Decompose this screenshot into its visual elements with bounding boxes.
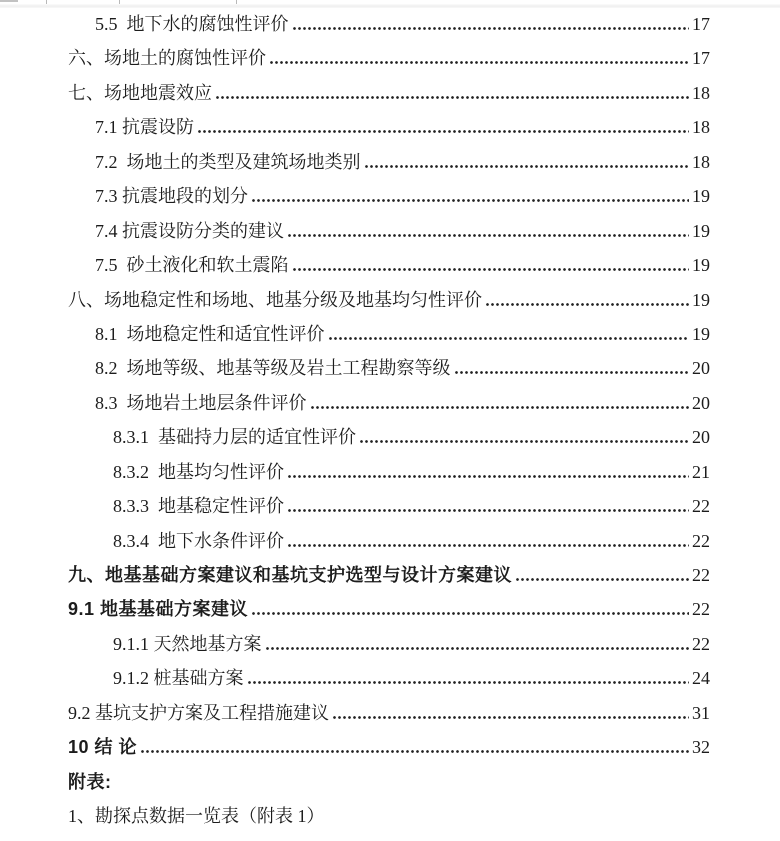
toc-entry[interactable] <box>68 730 710 764</box>
toc-entry-label: 7.3 抗震地段的划分 <box>95 186 248 207</box>
toc-page-number: 18 <box>692 117 710 138</box>
toc-entry[interactable] <box>68 696 710 730</box>
toc-page-number: 19 <box>692 289 710 310</box>
toc-entry-label: 附表: <box>68 771 112 792</box>
toc-entry-label: 1、勘探点数据一览表（附表 1） <box>68 806 325 827</box>
dot-leader <box>486 303 689 306</box>
toc-entry[interactable] <box>68 386 710 420</box>
toc-entry[interactable] <box>68 351 710 385</box>
dot-leader <box>266 647 690 650</box>
toc-entry[interactable] <box>68 524 710 558</box>
toc-entry-label: 8.3.4 地下水条件评价 <box>113 530 284 551</box>
toc-entry[interactable] <box>68 179 710 213</box>
toc-entry[interactable] <box>68 283 710 317</box>
toc-entry[interactable] <box>68 145 710 179</box>
toc-entry-label: 七、场地地震效应 <box>68 82 212 103</box>
toc-entry-label: 7.5 砂土液化和软土震陷 <box>95 255 289 276</box>
toc-page-number: 31 <box>692 702 710 723</box>
dot-leader <box>293 27 690 30</box>
toc-entry[interactable] <box>68 765 710 799</box>
toc-page-number: 17 <box>692 48 710 69</box>
toc-entry-label: 8.3.1 基础持力层的适宜性评价 <box>113 427 356 448</box>
toc-entry[interactable] <box>68 558 710 592</box>
toc-entry-label: 9.1 地基基础方案建议 <box>68 599 249 620</box>
dot-leader <box>216 96 689 99</box>
toc-entry-label: 8.3.2 地基均匀性评价 <box>113 461 284 482</box>
dot-leader <box>141 750 689 753</box>
toc-entry[interactable] <box>68 489 710 523</box>
dot-leader <box>270 61 689 64</box>
dot-leader <box>293 268 690 271</box>
cut-off-table-remnant <box>0 0 780 9</box>
toc-entry[interactable] <box>68 110 710 144</box>
toc-entry[interactable] <box>68 214 710 248</box>
toc-entry[interactable] <box>68 799 710 833</box>
dot-leader <box>455 371 690 374</box>
table-border-fragment <box>0 0 18 2</box>
toc-entry-label: 8.3.3 地基稳定性评价 <box>113 496 284 517</box>
toc-entry-label: 8.3 场地岩土地层条件评价 <box>95 392 307 413</box>
toc-page-number: 17 <box>692 14 710 34</box>
toc-page-number: 22 <box>692 530 710 551</box>
toc-entry[interactable] <box>68 41 710 75</box>
dot-leader <box>365 165 690 168</box>
toc-entry-label: 8.2 场地等级、地基等级及岩土工程勘察等级 <box>95 358 451 379</box>
toc-entry[interactable] <box>68 592 710 626</box>
toc-entry[interactable] <box>68 627 710 661</box>
dot-leader <box>516 578 689 581</box>
toc-page-number: 19 <box>692 220 710 241</box>
dot-leader <box>252 612 689 615</box>
toc-entry-label: 10 结 论 <box>68 737 138 758</box>
dot-leader <box>288 234 689 237</box>
dot-leader <box>288 544 689 547</box>
toc-page-number: 24 <box>692 668 710 689</box>
dot-leader <box>329 337 690 340</box>
toc-entry-label: 九、地基基础方案建议和基坑支护选型与设计方案建议 <box>68 565 512 585</box>
toc-entry[interactable] <box>68 7 710 41</box>
dot-leader <box>252 199 689 202</box>
toc-page-number: 20 <box>692 427 710 448</box>
toc-page-number: 19 <box>692 186 710 207</box>
page-divider-band <box>0 4 780 8</box>
toc-page-number: 19 <box>692 323 710 344</box>
toc-entry-label: 5.5 地下水的腐蚀性评价 <box>95 14 289 34</box>
toc-page-number: 20 <box>692 392 710 413</box>
toc-entry[interactable] <box>68 248 710 282</box>
toc-entry-label: 9.2 基坑支护方案及工程措施建议 <box>68 702 329 723</box>
toc-page-number: 18 <box>692 151 710 172</box>
toc-entry-label: 9.1.2 桩基础方案 <box>113 668 244 689</box>
dot-leader <box>248 681 690 684</box>
dot-leader <box>333 716 689 719</box>
dot-leader <box>288 509 689 512</box>
toc-page-number: 22 <box>692 633 710 654</box>
toc-entry[interactable] <box>68 420 710 454</box>
toc-entry-label: 六、场地土的腐蚀性评价 <box>68 48 266 69</box>
toc-entry[interactable] <box>68 455 710 489</box>
toc-page-number: 21 <box>692 461 710 482</box>
toc-entry-label: 8.1 场地稳定性和适宜性评价 <box>95 323 325 344</box>
toc-entry[interactable] <box>68 661 710 695</box>
toc-entry[interactable] <box>68 317 710 351</box>
dot-leader <box>198 130 689 133</box>
toc-page-number: 22 <box>692 565 710 585</box>
dot-leader <box>311 406 690 409</box>
toc-page-number: 20 <box>692 358 710 379</box>
toc-entry-label: 7.4 抗震设防分类的建议 <box>95 220 284 241</box>
toc-page-number: 22 <box>692 496 710 517</box>
toc-entry-label: 7.2 场地土的类型及建筑场地类别 <box>95 151 361 172</box>
toc-entry-label: 7.1 抗震设防 <box>95 117 194 138</box>
toc-entry-label: 9.1.1 天然地基方案 <box>113 633 262 654</box>
dot-leader <box>360 440 689 443</box>
toc-page-number: 32 <box>692 737 710 758</box>
toc-page-number: 19 <box>692 255 710 276</box>
toc-page-number: 18 <box>692 82 710 103</box>
toc-page-number: 22 <box>692 599 710 620</box>
toc-entry[interactable] <box>68 76 710 110</box>
toc-entry-label: 八、场地稳定性和场地、地基分级及地基均匀性评价 <box>68 289 482 310</box>
dot-leader <box>288 475 689 478</box>
